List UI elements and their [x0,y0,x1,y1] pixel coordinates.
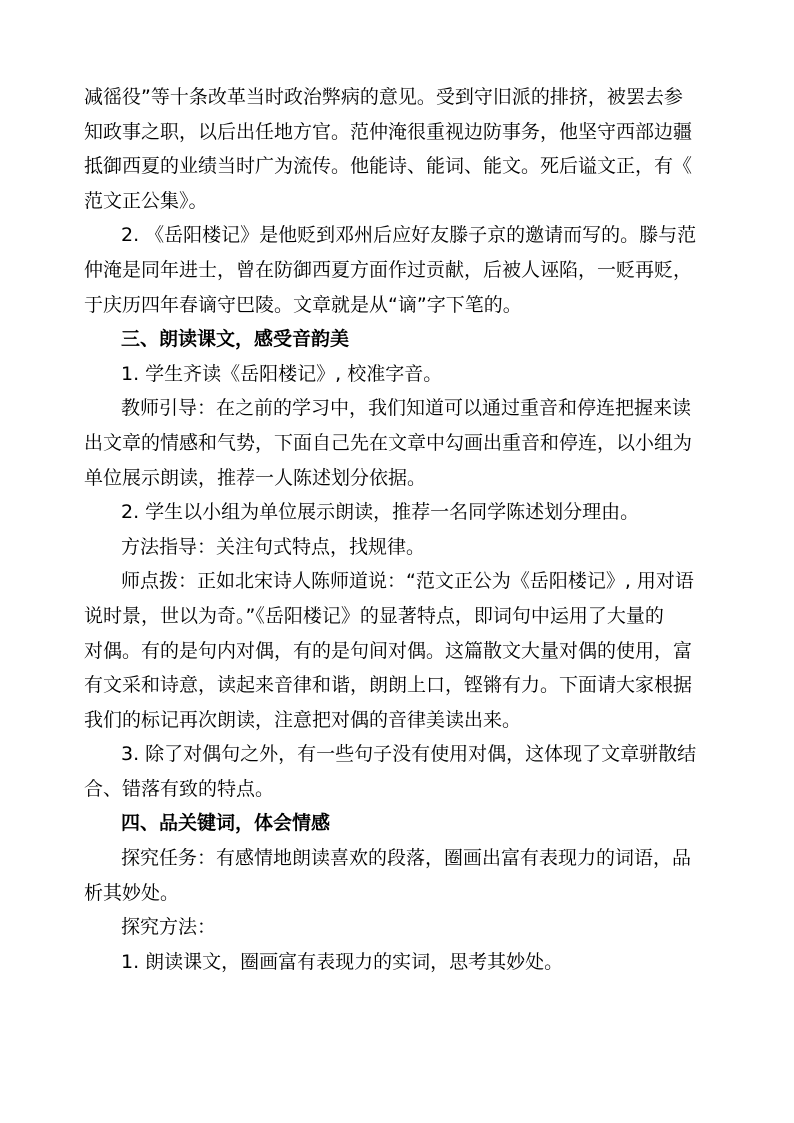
text-line: 合、错落有致的特点。 [84,777,275,800]
text-line: 范文正公集》。 [84,189,208,212]
text-line: 3. 除了对偶句之外，有一些句子没有使用对偶，这体现了文章骈散结 [121,743,697,766]
text-line: 抵御西夏的业绩当时广为流传。他能诗、能词、能文。死后谥文正，有《 [84,155,693,178]
text-line: 知政事之职，以后出任地方官。范仲淹很重视边防事务，他坚守西部边疆 [84,120,693,143]
text-line: 于庆历四年春谪守巴陵。文章就是从“谪”字下笔的。 [84,293,522,316]
text-line: 析其妙处。 [84,881,180,904]
paragraph-author-bio-continuation [84,80,724,218]
paragraph-teacher-guidance [84,391,724,495]
paragraph-exploration-method [84,910,724,945]
text-line: 单位展示朗读，推荐一人陈述划分依据。 [84,466,427,489]
paragraph-method-step-1 [84,945,724,980]
text-line: 有文采和诗意，读起来音律和谐，朗朗上口，铿锵有力。下面请大家根据 [84,674,693,697]
paragraph-step-3 [84,737,724,806]
text-line: 仲淹是同年进士，曾在防御西夏方面作过贡献，后被人诬陷，一贬再贬， [84,258,693,281]
heading-text: 三、朗读课文，感受音韵美 [121,328,350,351]
paragraph-step-1 [84,357,724,392]
paragraph-exploration-task [84,841,724,910]
text-line: 减徭役”等十条改革当时政治弊病的意见。受到守旧派的排挤，被罢去参 [84,86,683,108]
text-line: 2. 学生以小组为单位展示朗读，推荐一名同学陈述划分理由。 [121,501,640,524]
heading-text: 四、品关键词，体会情感 [121,812,331,835]
section-heading-3 [84,322,724,357]
text-line: 对偶。有的是句内对偶，有的是句间对偶。这篇散文大量对偶的使用，富 [84,639,693,662]
text-line: 1. 朗读课文，圈画富有表现力的实词，思考其妙处。 [121,950,564,973]
text-line: 出文章的情感和气势，下面自己先在文章中勾画出重音和停连，以小组为 [84,431,693,454]
text-line: 教师引导：在之前的学习中，我们知道可以通过重音和停连把握来读 [121,397,692,420]
document-page [84,80,724,979]
text-line: 1. 学生齐读《岳阳楼记》, 校准字音。 [121,362,443,385]
text-line: 2. 《岳阳楼记》是他贬到邓州后应好友滕子京的邀请而写的。滕与范 [121,224,697,247]
text-line: 探究方法： [121,916,217,939]
paragraph-teacher-comment [84,564,724,737]
paragraph-step-2 [84,495,724,530]
text-line: 我们的标记再次朗读，注意把对偶的音律美读出来。 [84,708,522,731]
text-line: 说时景，世以为奇。”《岳阳楼记》的显著特点，即词句中运用了大量的 [84,604,664,627]
paragraph-method-guide [84,530,724,565]
text-line: 方法指导：关注句式特点，找规律。 [121,535,426,558]
paragraph-background-2 [84,218,724,322]
text-line: 师点拨：正如北宋诗人陈师道说：“范文正公为《岳阳楼记》, 用对语 [121,570,694,593]
section-heading-4 [84,806,724,841]
text-line: 探究任务：有感情地朗读喜欢的段落，圈画出富有表现力的词语，品 [121,847,692,870]
